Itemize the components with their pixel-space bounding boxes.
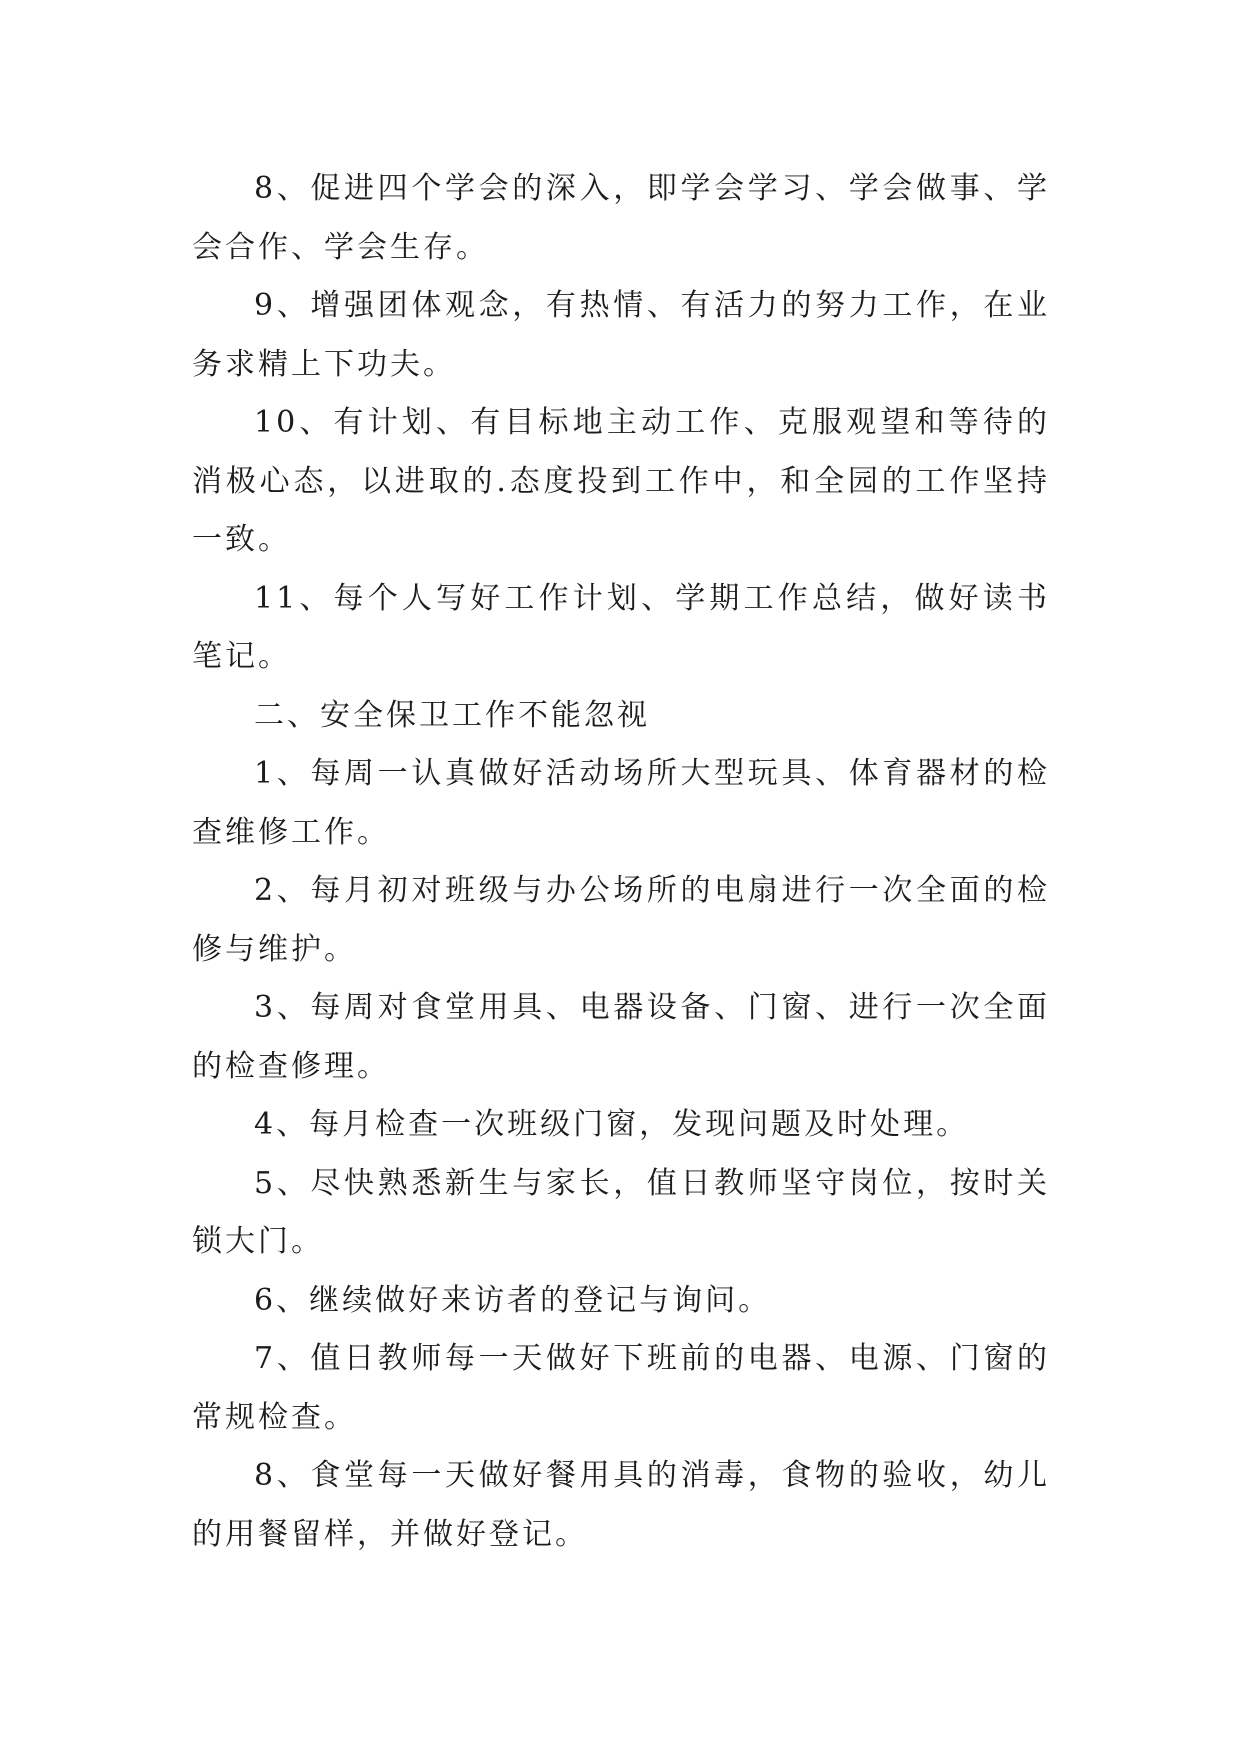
paragraph-item-9-team-spirit: 9、增强团体观念，有热情、有活力的努力工作，在业务求精上下功夫。 [192,288,1050,382]
section-heading-safety: 二、安全保卫工作不能忽视 [254,697,650,733]
paragraph-safety-item-5: 5、尽快熟悉新生与家长，值日教师坚守岗位，按时关锁大门。 [192,1165,1050,1259]
paragraph-safety-item-8: 8、食堂每一天做好餐用具的消毒，食物的验收，幼儿的用餐留样，并做好登记。 [192,1458,1050,1552]
document-body [192,160,1050,1564]
paragraph-item-11-work-plans: 11、每个人写好工作计划、学期工作总结，做好读书笔记。 [192,580,1050,674]
paragraph-safety-item-3: 3、每周对食堂用具、电器设备、门窗、进行一次全面的检查修理。 [192,990,1050,1084]
paragraph-safety-item-7: 7、值日教师每一天做好下班前的电器、电源、门窗的常规检查。 [192,1341,1050,1435]
paragraph-item-8-four-learnings: 8、促进四个学会的深入，即学会学习、学会做事、学会合作、学会生存。 [192,171,1050,265]
paragraph-safety-item-4: 4、每月检查一次班级门窗，发现问题及时处理。 [254,1107,970,1142]
paragraph-item-10-planned-work: 10、有计划、有目标地主动工作、克服观望和等待的消极心态，以进取的.态度投到工作中，和全园的工作坚持一致。 [192,405,1050,557]
paragraph-safety-item-2: 2、每月初对班级与办公场所的电扇进行一次全面的检修与维护。 [192,873,1050,967]
paragraph-safety-item-1: 1、每周一认真做好活动场所大型玩具、体育器材的检查维修工作。 [192,756,1050,850]
paragraph-safety-item-6: 6、继续做好来访者的登记与询问。 [254,1282,772,1318]
